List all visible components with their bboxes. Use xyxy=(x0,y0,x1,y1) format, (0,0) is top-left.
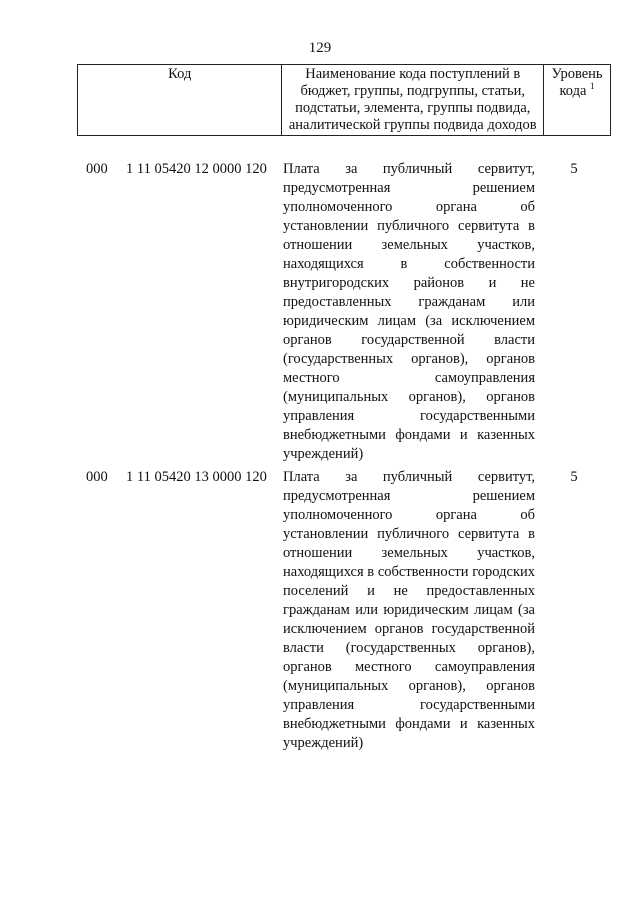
table-body xyxy=(0,160,640,753)
page-number: 129 xyxy=(308,40,332,56)
header-name: Наименование кода поступлений в бюджет, группы, подгруппы, статьи, подстатьи, элемента, группы подвида, аналитической группы подвида доходов xyxy=(282,65,544,136)
header-level xyxy=(544,65,611,136)
row-revenue-code: 1 11 05420 12 0000 120 xyxy=(126,161,267,177)
row-revenue-code: 1 11 05420 13 0000 120 xyxy=(126,469,267,485)
table-row xyxy=(0,468,640,753)
row-admin-code: 000 xyxy=(86,469,108,485)
table-row xyxy=(0,160,640,464)
header-row xyxy=(78,65,611,136)
table-header xyxy=(77,64,611,136)
row-code-level: 5 xyxy=(570,469,578,485)
row-admin-code: 000 xyxy=(86,161,108,177)
header-level-label: Уровень кода xyxy=(551,66,603,99)
row-revenue-name: Плата за публичный сервитут, предусмотренная решением уполномоченного органа об установлении публичного сервитута в отношении земельных участков, находящихся в собственности внутригородских районов и не предоставленных гражданам или юридическим лицам (за исключением органов государственной власти (государственных органов), органов местного самоуправления (муниципальных органов), органов управления государственными внебюджетными фондами и казенных учреждений) xyxy=(283,161,535,462)
row-code-level: 5 xyxy=(570,161,578,177)
row-revenue-name: Плата за публичный сервитут, предусмотренная решением уполномоченного органа об установлении публичного сервитута в отношении земельных участков, находящихся в собственности городских поселений и не предоставленных гражданам или юридическим лицам (за исключением органов государственной власти (государственных органов), органов местного самоуправления (муниципальных органов), органов управления государственными внебюджетными фондами и казенных учреждений) xyxy=(283,469,535,751)
footnote-marker: 1 xyxy=(590,81,595,92)
header-code: Код xyxy=(78,65,282,136)
